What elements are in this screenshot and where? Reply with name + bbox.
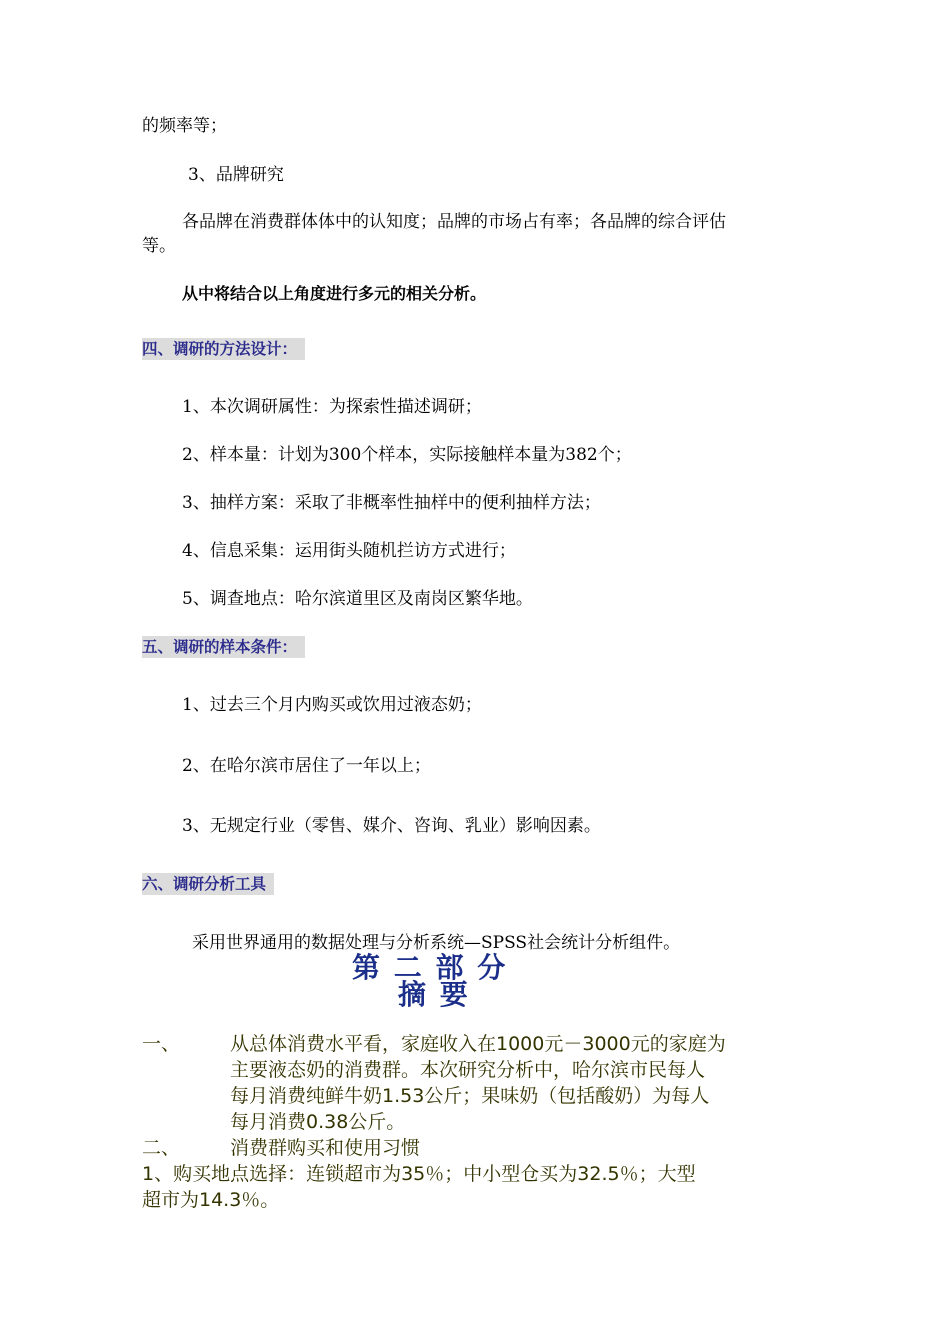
section-5-item-1: 1、过去三个月内购买或饮用过液态奶； bbox=[182, 695, 482, 715]
section-6-heading: 六、调研分析工具 bbox=[142, 873, 274, 895]
brand-desc-line-2: 等。 bbox=[142, 236, 176, 256]
section-4-item-1: 1、本次调研属性：为探索性描述调研； bbox=[182, 397, 482, 417]
section-4-item-2: 2、样本量：计划为300个样本，实际接触样本量为382个； bbox=[182, 445, 632, 465]
summary-purchase-line-2: 超市为14.3％。 bbox=[142, 1189, 280, 1211]
summary-title: 摘 要 bbox=[398, 978, 470, 1011]
brand-desc-line-1: 各品牌在消费群体体中的认知度；品牌的市场占有率；各品牌的综合评估 bbox=[182, 212, 726, 232]
summary-purchase-line-1: 1、购买地点选择：连锁超市为35％；中小型仓买为32.5％；大型 bbox=[142, 1163, 696, 1185]
section-5-item-2: 2、在哈尔滨市居住了一年以上； bbox=[182, 756, 431, 776]
summary-item-1-line-2: 主要液态奶的消费群。本次研究分析中，哈尔滨市民每人 bbox=[230, 1059, 706, 1081]
summary-item-2-number: 二、 bbox=[142, 1137, 181, 1159]
summary-item-1-line-3: 每月消费纯鲜牛奶1.53公斤；果味奶（包括酸奶）为每人 bbox=[230, 1085, 710, 1107]
part-two-title: 第 二 部 分 bbox=[352, 951, 508, 984]
section-5-heading: 五、调研的样本条件： bbox=[142, 636, 305, 658]
section-4-item-3: 3、抽样方案：采取了非概率性抽样中的便利抽样方法； bbox=[182, 493, 601, 513]
summary-item-1-line-4: 每月消费0.38公斤。 bbox=[230, 1111, 406, 1133]
brand-research-item: 3、品牌研究 bbox=[188, 165, 284, 185]
paragraph-frequency: 的频率等； bbox=[142, 116, 227, 136]
section-6-text: 采用世界通用的数据处理与分析系统—SPSS社会统计分析组件。 bbox=[192, 933, 681, 953]
summary-item-1-line-1: 从总体消费水平看，家庭收入在1000元－3000元的家庭为 bbox=[230, 1033, 726, 1055]
section-4-heading: 四、调研的方法设计： bbox=[142, 338, 305, 360]
summary-item-1-number: 一、 bbox=[142, 1033, 181, 1055]
section-5-item-3: 3、无规定行业（零售、媒介、咨询、乳业）影响因素。 bbox=[182, 816, 601, 836]
summary-item-2-text: 消费群购买和使用习惯 bbox=[230, 1137, 421, 1159]
section-4-item-4: 4、信息采集：运用街头随机拦访方式进行； bbox=[182, 541, 516, 561]
conclusion-text: 从中将结合以上角度进行多元的相关分析。 bbox=[182, 284, 487, 303]
section-4-item-5: 5、调查地点：哈尔滨道里区及南岗区繁华地。 bbox=[182, 589, 533, 609]
